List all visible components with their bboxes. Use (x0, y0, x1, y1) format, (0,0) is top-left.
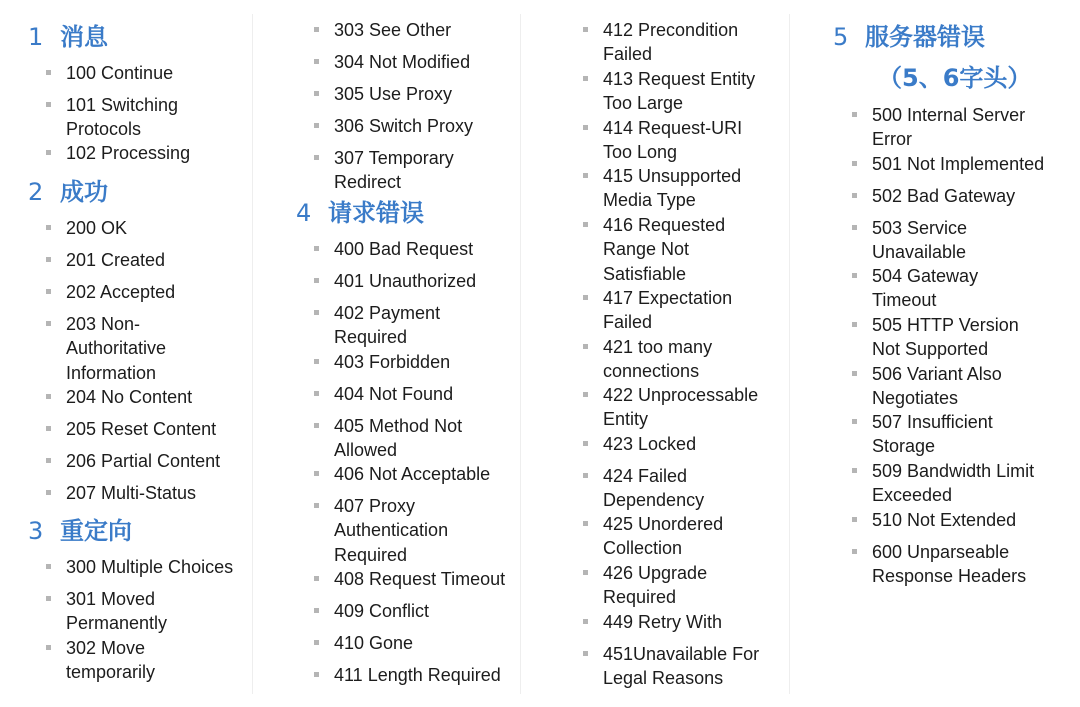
status-code-line: 425 Unordered (603, 514, 724, 534)
status-code-line: 300 Multiple Choices (66, 557, 234, 577)
section-title: 成功 (60, 178, 108, 206)
status-code-line: 306 Switch Proxy (334, 116, 474, 136)
status-code-line: 201 Created (66, 250, 166, 270)
status-code-item (603, 512, 723, 561)
section-title: 请求错误 (328, 199, 424, 227)
status-code-line: Required (603, 587, 677, 608)
status-code-line: Storage (872, 436, 936, 457)
status-code-item (334, 114, 473, 138)
bullet-icon (314, 123, 319, 128)
bullet-icon (46, 458, 51, 463)
status-code-item (334, 237, 473, 261)
status-code-line: 205 Reset Content (66, 419, 217, 439)
bullet-icon (583, 473, 588, 478)
section-heading (833, 22, 985, 52)
status-code-line: Failed (603, 44, 653, 65)
status-code-item (603, 213, 725, 286)
bullet-icon (46, 150, 51, 155)
bullet-icon (583, 27, 588, 32)
bullet-icon (583, 441, 588, 446)
status-code-line: 412 Precondition (603, 20, 739, 40)
status-code-line: 507 Insufficient (872, 412, 993, 432)
bullet-icon (852, 419, 857, 424)
status-code-item (66, 555, 233, 579)
bullet-icon (314, 471, 319, 476)
bullet-icon (314, 359, 319, 364)
status-code-item (334, 414, 462, 463)
status-code-line: 416 Requested (603, 215, 726, 235)
section-heading (296, 198, 424, 228)
status-code-item (66, 280, 175, 304)
status-code-item (603, 432, 696, 456)
status-code-line: Not Supported (872, 339, 989, 360)
status-code-line: 102 Processing (66, 143, 191, 163)
status-code-item (603, 67, 755, 116)
status-code-item (603, 335, 712, 384)
bullet-icon (852, 549, 857, 554)
status-code-line: 502 Bad Gateway (872, 186, 1016, 206)
status-code-item (872, 362, 1002, 411)
bullet-icon (852, 371, 857, 376)
status-code-line: 414 Request-URI (603, 118, 743, 138)
status-code-line: 101 Switching (66, 95, 179, 115)
status-code-line: Collection (603, 538, 683, 559)
bullet-icon (314, 576, 319, 581)
bullet-icon (583, 76, 588, 81)
status-code-item (66, 385, 192, 409)
bullet-icon (583, 173, 588, 178)
status-code-item (334, 663, 501, 687)
status-code-line: Information (66, 362, 157, 383)
status-code-line: temporarily (66, 662, 156, 683)
status-code-item (66, 248, 165, 272)
status-code-item (334, 382, 453, 406)
bullet-icon (852, 273, 857, 278)
status-code-item (66, 636, 155, 685)
section-number: 5 (833, 23, 849, 51)
status-code-line: Negotiates (872, 388, 959, 409)
bullet-icon (46, 596, 51, 601)
status-code-item (334, 462, 490, 486)
section-title: 消息 (60, 23, 108, 51)
status-code-item (872, 216, 967, 265)
bullet-icon (314, 155, 319, 160)
status-code-item (66, 587, 167, 636)
bullet-icon (314, 423, 319, 428)
status-code-line: Timeout (872, 290, 937, 311)
column-divider (789, 14, 790, 694)
section-title: 重定向 (60, 517, 132, 545)
status-code-line: 600 Unparseable (872, 542, 1010, 562)
status-code-line: Too Large (603, 93, 684, 114)
status-code-item (872, 313, 1019, 362)
bullet-icon (46, 225, 51, 230)
status-code-item (603, 116, 742, 165)
bullet-icon (852, 193, 857, 198)
bullet-icon (314, 59, 319, 64)
bullet-icon (314, 503, 319, 508)
section-number: 3 (28, 517, 44, 545)
status-code-item (872, 152, 1044, 176)
status-code-line: 407 Proxy (334, 496, 416, 516)
status-code-line: 203 Non- (66, 314, 141, 334)
status-code-item (66, 417, 216, 441)
status-code-line: 403 Forbidden (334, 352, 451, 372)
status-code-item (872, 410, 993, 459)
status-code-line: 206 Partial Content (66, 451, 221, 471)
bullet-icon (583, 344, 588, 349)
status-code-line: 500 Internal Server (872, 105, 1026, 125)
status-code-item (66, 449, 220, 473)
status-code-line: 100 Continue (66, 63, 174, 83)
status-code-item (66, 216, 127, 240)
bullet-icon (852, 225, 857, 230)
status-code-line: Protocols (66, 119, 142, 140)
status-code-line: 510 Not Extended (872, 510, 1017, 530)
bullet-icon (314, 246, 319, 251)
bullet-icon (46, 102, 51, 107)
status-code-line: 426 Upgrade (603, 563, 708, 583)
bullet-icon (314, 391, 319, 396)
status-code-line: Allowed (334, 440, 398, 461)
status-code-item (603, 383, 758, 432)
bullet-icon (583, 619, 588, 624)
bullet-icon (852, 517, 857, 522)
status-code-line: 424 Failed (603, 466, 688, 486)
column-divider (252, 14, 253, 694)
status-code-line: Failed (603, 312, 653, 333)
status-code-item (872, 184, 1015, 208)
status-code-item (66, 93, 178, 142)
status-code-item (334, 494, 448, 567)
bullet-icon (583, 392, 588, 397)
status-code-line: 200 OK (66, 218, 128, 238)
status-code-line: 401 Unauthorized (334, 271, 477, 291)
bullet-icon (583, 125, 588, 130)
status-code-item (66, 141, 190, 165)
status-code-line: 406 Not Acceptable (334, 464, 491, 484)
status-code-line: 400 Bad Request (334, 239, 474, 259)
status-code-line: 409 Conflict (334, 601, 430, 621)
status-code-line: Exceeded (872, 485, 953, 506)
status-code-line: 304 Not Modified (334, 52, 471, 72)
bullet-icon (852, 468, 857, 473)
bullet-icon (583, 295, 588, 300)
status-code-line: 204 No Content (66, 387, 193, 407)
bullet-icon (46, 645, 51, 650)
status-code-item (334, 301, 440, 350)
status-code-item (603, 561, 707, 610)
status-code-line: Entity (603, 409, 649, 430)
status-code-item (872, 540, 1026, 589)
status-code-line: Range Not (603, 239, 690, 260)
section-heading (28, 22, 108, 52)
bullet-icon (583, 570, 588, 575)
status-code-line: 413 Request Entity (603, 69, 756, 89)
status-code-line: 307 Temporary (334, 148, 454, 168)
status-code-line: 422 Unprocessable (603, 385, 759, 405)
status-code-item (872, 459, 1034, 508)
bullet-icon (46, 321, 51, 326)
status-code-line: 301 Moved (66, 589, 156, 609)
bullet-icon (583, 222, 588, 227)
status-code-line: Authoritative (66, 338, 167, 359)
status-code-line: 415 Unsupported (603, 166, 742, 186)
status-code-line: 402 Payment (334, 303, 441, 323)
bullet-icon (314, 278, 319, 283)
status-code-line: Required (334, 327, 408, 348)
bullet-icon (46, 289, 51, 294)
section-number: 4 (296, 199, 312, 227)
status-code-item (872, 264, 978, 313)
status-code-line: 417 Expectation (603, 288, 733, 308)
status-code-line: 202 Accepted (66, 282, 176, 302)
bullet-icon (314, 608, 319, 613)
status-code-item (334, 18, 451, 42)
bullet-icon (314, 310, 319, 315)
bullet-icon (583, 651, 588, 656)
status-code-item (334, 50, 470, 74)
status-code-line: 305 Use Proxy (334, 84, 453, 104)
status-code-line: Required (334, 544, 408, 565)
status-code-line: 303 See Other (334, 20, 452, 40)
status-code-item (66, 312, 166, 385)
status-code-line: Unavailable (872, 242, 967, 263)
status-code-item (334, 599, 429, 623)
status-code-line: 302 Move (66, 638, 146, 658)
status-code-line: 421 too many (603, 337, 713, 357)
status-code-item (603, 464, 704, 513)
status-code-line: 501 Not Implemented (872, 154, 1045, 174)
bullet-icon (46, 564, 51, 569)
status-code-item (603, 164, 741, 213)
bullet-icon (46, 70, 51, 75)
status-code-line: Dependency (603, 490, 705, 511)
status-code-line: connections (603, 361, 700, 382)
status-code-line: 410 Gone (334, 633, 414, 653)
status-code-item (66, 481, 196, 505)
bullet-icon (314, 672, 319, 677)
bullet-icon (314, 91, 319, 96)
bullet-icon (314, 27, 319, 32)
status-code-item (334, 631, 413, 655)
section-number: 1 (28, 23, 44, 51)
status-code-line: 503 Service (872, 218, 968, 238)
column-divider (520, 14, 521, 694)
status-code-item (334, 146, 454, 195)
section-heading (28, 177, 108, 207)
status-code-item (334, 269, 476, 293)
section-heading (28, 516, 132, 546)
status-code-item (872, 508, 1016, 532)
status-code-item (603, 642, 759, 691)
status-code-line: Error (872, 129, 912, 150)
status-code-line: Legal Reasons (603, 668, 724, 689)
status-code-line: 411 Length Required (334, 665, 501, 685)
status-code-item (603, 286, 732, 335)
status-code-line: 408 Request Timeout (334, 569, 506, 589)
section-number: 2 (28, 178, 44, 206)
status-code-line: Permanently (66, 613, 168, 634)
status-code-line: 506 Variant Also (872, 364, 1002, 384)
section-title: 服务器错误 (865, 23, 985, 51)
bullet-icon (852, 322, 857, 327)
status-code-line: Authentication (334, 520, 449, 541)
bullet-icon (46, 490, 51, 495)
status-code-line: 423 Locked (603, 434, 697, 454)
status-code-line: 449 Retry With (603, 612, 723, 632)
status-code-line: 509 Bandwidth Limit (872, 461, 1035, 481)
status-code-line: 504 Gateway (872, 266, 979, 286)
bullet-icon (46, 257, 51, 262)
section-subtitle: （5、6字头） (878, 64, 1032, 92)
status-code-item (66, 61, 173, 85)
status-code-line: Media Type (603, 190, 696, 211)
bullet-icon (852, 161, 857, 166)
status-code-item (603, 18, 738, 67)
status-code-line: 207 Multi-Status (66, 483, 197, 503)
status-code-line: 451Unavailable For (603, 644, 760, 664)
bullet-icon (46, 426, 51, 431)
status-code-item (334, 567, 505, 591)
status-code-item (334, 350, 450, 374)
status-code-item (872, 103, 1025, 152)
status-code-line: 405 Method Not (334, 416, 463, 436)
status-code-item (603, 610, 722, 634)
bullet-icon (314, 640, 319, 645)
status-code-line: 404 Not Found (334, 384, 454, 404)
status-code-item (334, 82, 452, 106)
status-code-line: Satisfiable (603, 263, 687, 284)
bullet-icon (852, 112, 857, 117)
status-code-line: Response Headers (872, 566, 1027, 587)
status-code-line: Redirect (334, 172, 402, 193)
bullet-icon (46, 394, 51, 399)
bullet-icon (583, 521, 588, 526)
status-code-line: 505 HTTP Version (872, 315, 1019, 335)
status-code-line: Too Long (603, 142, 678, 163)
